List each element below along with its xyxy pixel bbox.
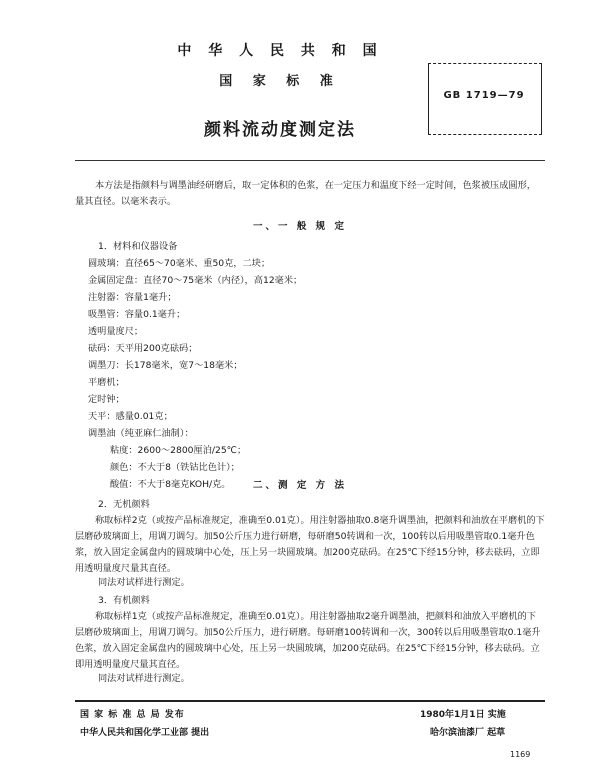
issuer-label: 国 家 标 准 总 局 发布 [80,710,185,720]
list-item: 酸值：不大于8毫克KOH/克。 [110,479,231,490]
list-item: 注射器：容量1毫升； [88,292,177,303]
inorganic-procedure: 称取标样2克（或按产品标准规定，准确至0.01克）。用注射器抽取0.8毫升调墨油，把颜料和油放在平磨机的下层磨砂玻璃面上，用调刀调匀。加50公斤压力进行研磨，每研磨50转调和一次，100转以后用吸墨管取0.1毫升色浆，放入固定金属盘内的圆玻璃中心处，压上另一块圆玻璃。加200克砝码。在25℃下经15分钟，移去砝码，立即用透明量度尺量其直径。 [75,515,545,574]
page-number: 1169 [510,750,531,759]
section-heading-method: 二、测 定 方 法 [253,480,347,491]
item-title-materials: 1．材料和仪器设备 [98,241,178,252]
materials-list [88,255,302,493]
organic-procedure: 称取标样1克（或按产品标准规定，准确至0.01克）。用注射器抽取2毫升调墨油，把颜料和油放入平磨机的下层磨砂玻璃面上，用调刀调匀。加50公斤压力，进行研磨。每研磨100转调和一次，300转以后用吸墨管取0.1毫升色浆，放入固定金属盘内的圆玻璃中心处，压上另一块圆玻璃，加200克砝码。在25℃下经15分钟，移去砝码。立即用透明量度尺量其直径。 [75,611,541,670]
item-title-organic: 3．有机颜料 [98,595,150,606]
effective-date: 1980年1月1日 实施 [420,710,506,720]
organic-parallel-note: 同法对试样进行测定。 [98,673,190,684]
item-title-inorganic: 2．无机颜料 [98,499,150,510]
list-item: 定时钟； [88,394,125,405]
section-heading-general: 一、一 般 规 定 [253,221,347,232]
standard-type-heading: 国 家 标 准 [219,74,341,89]
list-item: 颜色：不大于8（铁钴比色计）； [110,462,240,473]
standard-code: GB 1719—79 [443,90,525,101]
list-item: 砝码：天平用200克砝码； [88,343,198,354]
list-item: 粘度：2600～2800厘泊/25℃； [110,445,247,456]
list-item: 天平：感量0.01克； [88,411,173,422]
list-item: 吸墨管：容量0.1毫升； [88,309,186,320]
drafter-label: 哈尔滨油漆厂 起草 [430,728,506,738]
list-item: 透明量度尺； [88,326,144,337]
footer-divider [75,700,545,702]
list-item: 平磨机； [88,377,125,388]
list-item: 金属固定盘：直径70～75毫米（内径），高12毫米； [88,275,303,286]
header-divider [75,160,545,161]
list-item: 圆玻璃：直径65～70毫米、重50克，二块； [88,258,271,269]
inorganic-parallel-note: 同法对试样进行测定。 [98,577,190,588]
list-item: 调墨刀：长178毫米，宽7～18毫米； [88,360,243,371]
proposer-label: 中华人民共和国化学工业部 提出 [80,728,210,738]
list-item: 调墨油（纯亚麻仁油制）： [88,428,194,439]
intro-paragraph: 本方法是指颜料与调墨油经研磨后，取一定体积的色浆，在一定压力和温度下经一定时间，色浆被压成圆形，量其直径。以毫米表示。 [75,180,536,207]
country-heading: 中 华 人 民 共 和 国 [177,43,383,59]
document-title: 颜料流动度测定法 [204,120,356,140]
